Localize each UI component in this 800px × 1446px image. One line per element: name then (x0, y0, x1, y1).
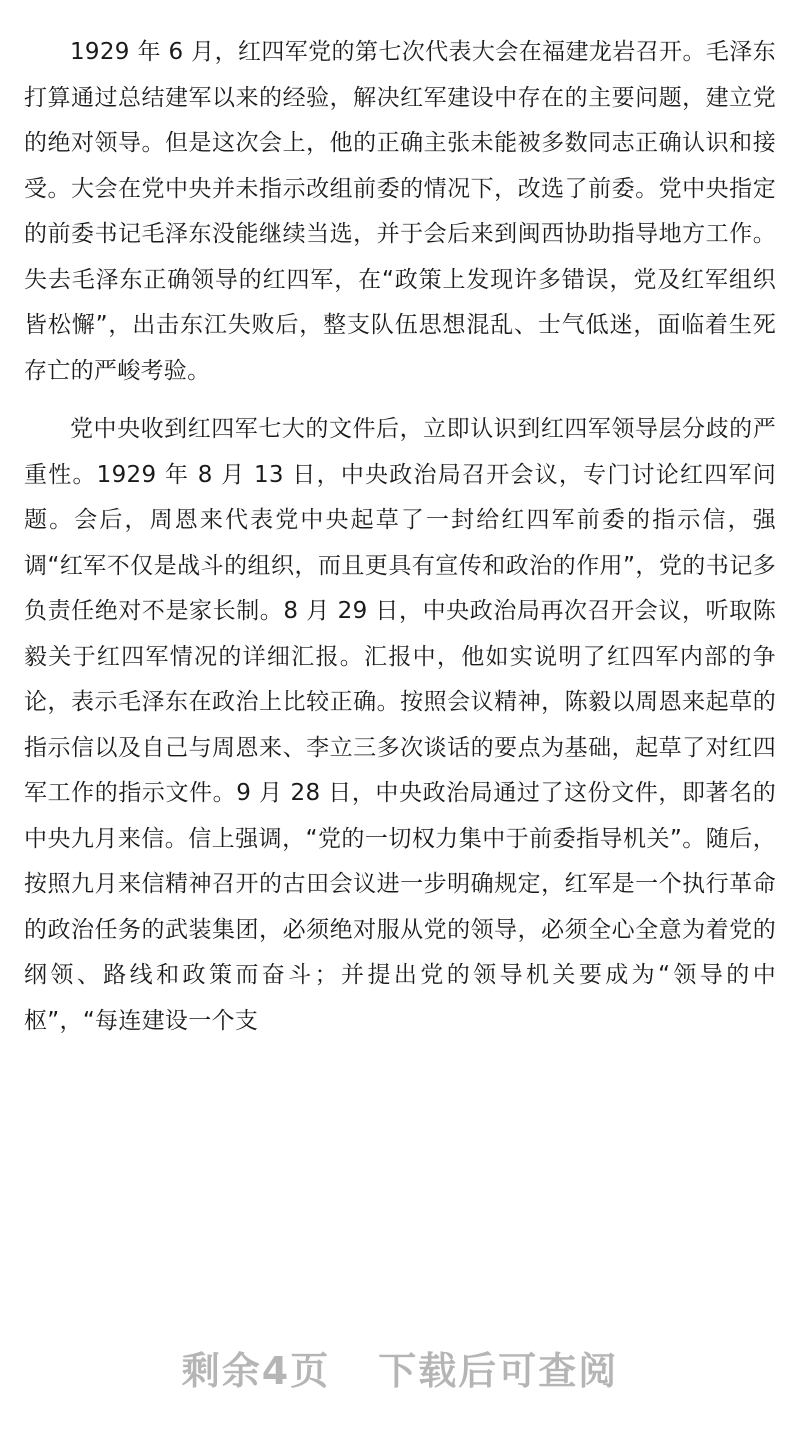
download-prompt-banner[interactable] (0, 1340, 800, 1395)
article-body (24, 30, 776, 1044)
paragraph-1: 1929 年 6 月，红四军党的第七次代表大会在福建龙岩召开。毛泽东打算通过总结建军以来的经验，解决红军建设中存在的主要问题，建立党的绝对领导。但是这次会上，他的正确主张未能被多数同志正确认识和接受。大会在党中央并未指示改组前委的情况下，改选了前委。党中央指定的前委书记毛泽东没能继续当选，并于会后来到闽西协助指导地方工作。失去毛泽东正确领导的红四军，在“政策上发现许多错误，党及红军组织皆松懈”，出击东江失败后，整支队伍思想混乱、士气低迷，面临着生死存亡的严峻考验。 (24, 39, 776, 384)
paragraph-2: 党中央收到红四军七大的文件后，立即认识到红四军领导层分歧的严重性。1929 年 8 月 13 日，中央政治局召开会议，专门讨论红四军问题。会后，周恩来代表党中央起草了一封给红四军前委的指示信，强调“红军不仅是战斗的组织，而且更具有宣传和政治的作用”，党的书记多负责任绝对不是家长制。8 月 29 日，中央政治局再次召开会议，听取陈毅关于红四军情况的详细汇报。汇报中，他如实说明了红四军内部的争论，表示毛泽东在政治上比较正确。按照会议精神，陈毅以周恩来起草的指示信以及自己与周恩来、李立三多次谈话的要点为基础，起草了对红四军工作的指示文件。9 月 28 日，中央政治局通过了这份文件，即著名的中央九月来信。信上强调，“党的一切权力集中于前委指导机关”。随后，按照九月来信精神召开的古田会议进一步明确规定，红军是一个执行革命的政治任务的武装集团，必须绝对服从党的领导，必须全心全意为着党的纲领、路线和政策而奋斗；并提出党的领导机关要成为“领导的中枢”，“每连建设一个支 (24, 416, 776, 1034)
remaining-pages-label: 剩余4页 (181, 1349, 331, 1393)
download-label: 下载后可查阅 (378, 1349, 619, 1393)
